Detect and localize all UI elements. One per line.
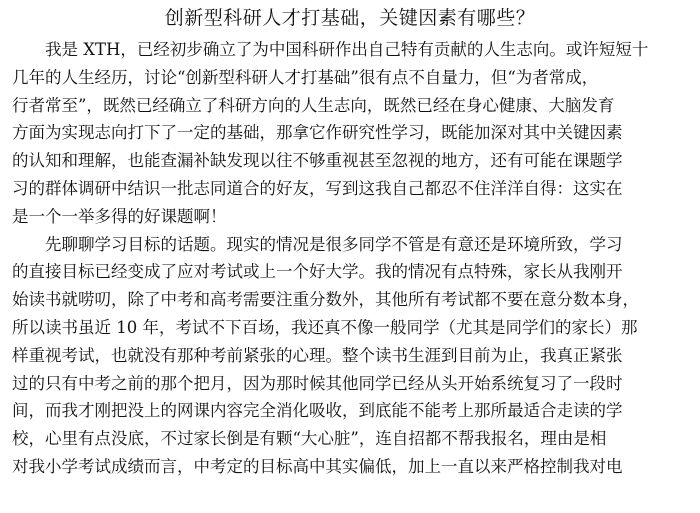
- text-line: 过的只有中考之前的那个把月，因为那时候其他同学已经从头开始系统复习了一段时: [12, 373, 623, 393]
- text-line: 始读书就唠叨，除了中考和高考需要注重分数外，其他所有考试都不要在意分数本身，: [12, 290, 639, 310]
- text-line: 我是 XTH，已经初步确立了为中国科研作出自己特有贡献的人生志向。或许短短十: [45, 40, 649, 59]
- text-line: 校，心里有点没底，不过家长倒是有颗“大心脏”，连自招都不帮我报名，理由是相: [12, 429, 607, 449]
- text-line: 的认知和理解，也能查漏补缺发现以往不够重视甚至忽视的地方，还有可能在课题学: [12, 151, 623, 171]
- paragraph-1: [12, 36, 688, 231]
- text-line: 间，而我才刚把没上的网课内容完全消化吸收，到底能不能考上那所最适合走读的学: [12, 401, 623, 421]
- text-line: 习的群体调研中结识一批志同道合的好友，写到这我自己都忍不住洋洋自得：这实在: [12, 178, 623, 198]
- paragraph-2: [12, 231, 688, 481]
- text-line: 对我小学考试成绩而言，中考定的目标高中其实偏低，加上一直以来严格控制我对电: [12, 456, 623, 476]
- text-line: 是一个一举多得的好课题啊！: [12, 206, 227, 226]
- text-line: 方面为实现志向打下了一定的基础，那拿它作研究性学习，既能加深对其中关键因素: [12, 123, 623, 143]
- text-line: 行者常至”，既然已经确立了科研方向的人生志向，既然已经在身心健康、大脑发育: [12, 95, 615, 115]
- text-line: 的直接目标已经变成了应对考试或上一个好大学。我的情况有点特殊，家长从我刚开: [12, 262, 623, 282]
- text-line: 先聊聊学习目标的话题。现实的情况是很多同学不管是有意还是环境所致，学习: [45, 234, 623, 254]
- text-line: 样重视考试，也就没有那种考前紧张的心理。整个读书生涯到目前为止，我真正紧张: [12, 345, 623, 365]
- text-line: 所以读书虽近 10 年，考试不下百场，我还真不像一般同学（尤其是同学们的家长）那: [12, 317, 638, 337]
- document-title: 创新型科研人才打基础，关键因素有哪些？: [164, 7, 536, 29]
- text-line: 几年的人生经历，讨论“创新型科研人才打基础”很有点不自量力，但“为者常成，: [12, 67, 599, 87]
